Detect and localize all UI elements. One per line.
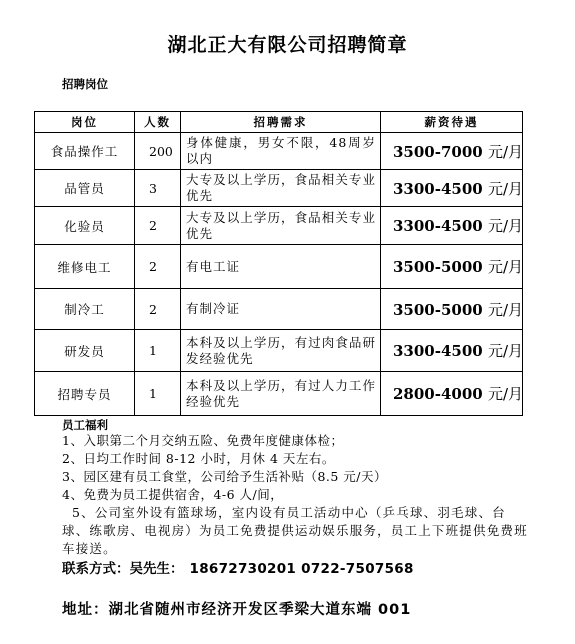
table-row [35, 207, 523, 245]
benefit-item: 1、入职第二个月交纳五险、免费年度健康体检； [62, 433, 344, 448]
cell-position: 品管员 [35, 170, 135, 207]
table-row [35, 372, 523, 416]
cell-position: 化验员 [35, 207, 135, 245]
cell-count: 2 [135, 245, 181, 289]
benefit-item: 5、公司室外设有篮球场，室内设有员工活动中心（乒乓球、羽毛球、台球、练歌房、电视房）为员工免费提供运动娱乐服务，员工上下班提供免费班车接送。 [62, 505, 528, 556]
cell-count: 1 [135, 330, 181, 372]
cell-salary [381, 207, 523, 245]
cell-count: 1 [135, 372, 181, 416]
salary-unit: 元/月 [487, 142, 524, 161]
table-row [35, 245, 523, 289]
salary-unit: 元/月 [487, 342, 524, 360]
table-header-row [35, 112, 523, 133]
salary-unit: 元/月 [487, 300, 524, 319]
cell-requirement: 有制冷证 [181, 289, 381, 330]
cell-requirement: 身体健康，男女不限，48周岁以内 [181, 133, 381, 170]
cell-salary [381, 372, 523, 416]
benefit-item: 4、免费为员工提供宿舍，4-6 人/间， [62, 487, 284, 502]
cell-count: 3 [135, 170, 181, 207]
header-requirement: 招聘需求 [181, 112, 381, 133]
cell-count: 2 [135, 207, 181, 245]
section-label-positions: 招聘岗位 [62, 77, 108, 91]
cell-salary [381, 245, 523, 289]
benefits-section [62, 418, 532, 558]
cell-position: 维修电工 [35, 245, 135, 289]
salary-range: 3500-7000 [393, 142, 483, 161]
page-title: 湖北正大有限公司招聘简章 [167, 34, 408, 56]
table-row [35, 133, 523, 170]
cell-position: 研发员 [35, 330, 135, 372]
table-row [35, 330, 523, 372]
salary-range: 3300-4500 [393, 217, 483, 235]
contact-phones: 18672730201 0722-7507568 [189, 561, 414, 577]
cell-salary [381, 289, 523, 330]
cell-salary [381, 330, 523, 372]
header-count: 人数 [135, 112, 181, 133]
benefits-heading: 员工福利 [62, 418, 108, 432]
cell-count: 2 [135, 289, 181, 330]
header-position: 岗位 [35, 112, 135, 133]
cell-position: 制冷工 [35, 289, 135, 330]
salary-range: 3500-5000 [393, 258, 483, 276]
cell-salary [381, 133, 523, 170]
benefit-item: 3、园区建有员工食堂，公司给予生活补贴（8.5 元/天） [62, 469, 388, 484]
contact-label: 联系方式：吴先生： [62, 561, 184, 577]
table-row [35, 170, 523, 207]
salary-range: 3500-5000 [393, 300, 483, 319]
cell-position: 食品操作工 [35, 133, 135, 170]
salary-unit: 元/月 [487, 385, 524, 403]
salary-unit: 元/月 [487, 179, 524, 198]
cell-requirement: 大专及以上学历，食品相关专业优先 [181, 207, 381, 245]
cell-requirement: 本科及以上学历，有过肉食品研发经验优先 [181, 330, 381, 372]
contact-line [62, 557, 414, 577]
header-salary: 薪资待遇 [381, 112, 523, 133]
salary-unit: 元/月 [487, 217, 524, 235]
cell-requirement: 本科及以上学历，有过人力工作经验优先 [181, 372, 381, 416]
cell-salary [381, 170, 523, 207]
table-row [35, 289, 523, 330]
address-line: 地址：湖北省随州市经济开发区季梁大道东端 001 [62, 602, 412, 618]
salary-range: 3300-4500 [393, 179, 483, 198]
cell-requirement: 大专及以上学历，食品相关专业优先 [181, 170, 381, 207]
benefit-item: 2、日均工作时间 8-12 小时，月休 4 天左右。 [62, 451, 335, 466]
cell-position: 招聘专员 [35, 372, 135, 416]
salary-unit: 元/月 [487, 258, 524, 276]
cell-count: 200 [135, 133, 181, 170]
salary-range: 2800-4000 [393, 385, 483, 403]
salary-range: 3300-4500 [393, 342, 483, 360]
cell-requirement: 有电工证 [181, 245, 381, 289]
jobs-table [34, 111, 523, 416]
